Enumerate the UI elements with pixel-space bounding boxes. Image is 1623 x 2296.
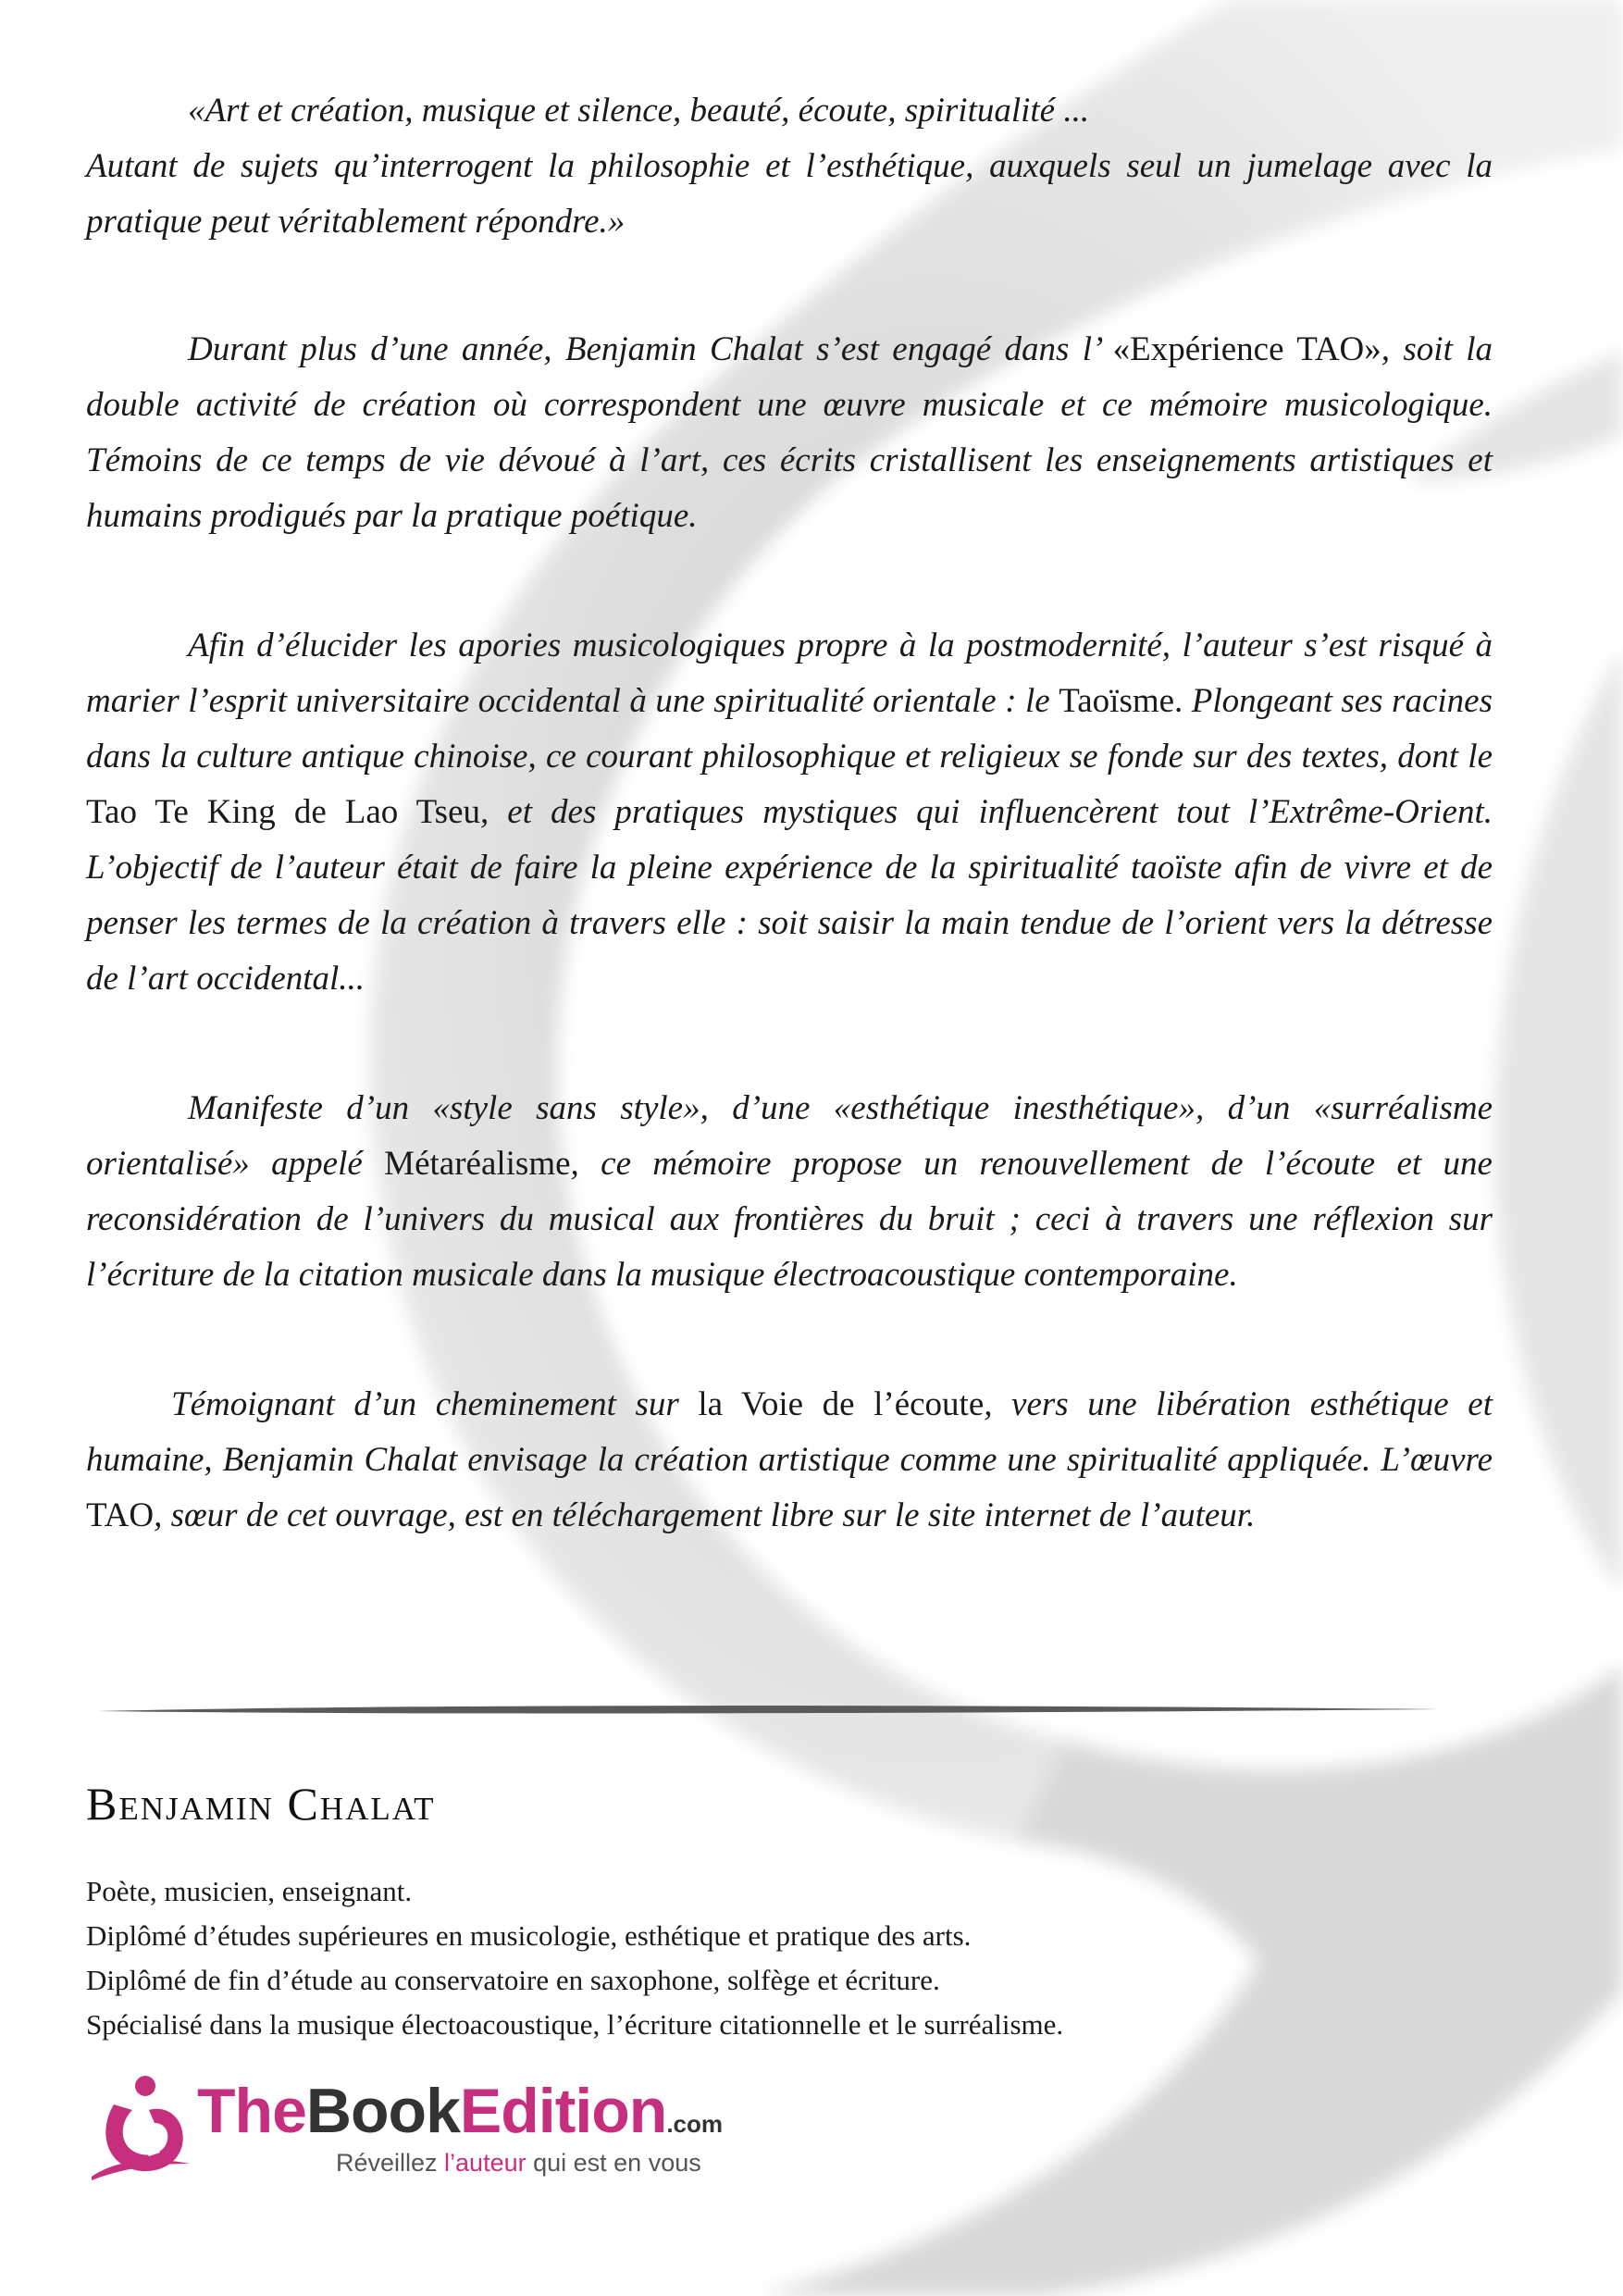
wordmark-the: The (197, 2076, 306, 2146)
bio-line: Poète, musicien, enseignant. (86, 1875, 413, 1907)
wordmark-edition: Edition (459, 2076, 667, 2146)
publisher-tagline (336, 2149, 701, 2178)
text-run: Afin d’élucider les apories musicologiques propre à la postmodernité, l’auteur s’est risqué à marier l’esprit universitaire occidental à une spiritualité orientale : le (86, 627, 1493, 720)
author-name: Benjamin Chalat (86, 1778, 436, 1830)
tagline-highlight: l’auteur (444, 2149, 527, 2177)
text-run: Manifeste d’un «style sans style», d’une «esthétique inesthétique», d’un «surréalisme orientalisé» appelé (86, 1089, 1493, 1183)
quote-line-2: Autant de sujets qu’interrogent la philosophie et l’esthétique, auxquels seul un jumelage avec la pratique peut véritablement répondre.» (86, 147, 1493, 241)
epigraph-quote (86, 83, 1493, 250)
text-run: , ce mémoire propose un renouvellement de l’écoute et une reconsidération de l’univers du musical aux frontières du bruit ; ceci à travers une réflexion sur l’écriture de la citation musicale dans la musique électroacoustique contemporaine. (86, 1145, 1493, 1294)
text-run: , vers une libération esthétique et humaine, Benjamin Chalat envisage la création artistique comme une spiritualité appliquée. L’œuvre (86, 1385, 1493, 1479)
publisher-logo-icon (88, 2067, 199, 2188)
paragraph-taoism (86, 618, 1493, 1007)
tagline-part: qui est en vous (526, 2149, 701, 2177)
text-run-roman: Tao Te King de Lao Tseu (86, 793, 481, 831)
text-run-roman: Métaréalisme (384, 1145, 571, 1183)
text-run: , soit la double activité de création où correspondent une œuvre musicale et ce mémoire musicologique. Témoins de ce temps de vie dévoué à l’art, ces écrits cristallisent les enseignements artistiques et humains prodigués par la pratique poétique. (86, 330, 1493, 535)
text-run: , et des pratiques mystiques qui influencèrent tout l’Extrême-Orient. L’objectif de l’auteur était de faire la pleine expérience de la spiritualité taoïste afin de vivre et de penser les termes de la création à travers elle : soit saisir la main tendue de l’orient vers la détresse de l’art occidental... (86, 793, 1493, 998)
text-run: Plongeant ses racines dans la culture antique chinoise, ce courant philosophique et religieux se fonde sur des textes, dont le (86, 682, 1493, 776)
text-run-roman: «Expérience TAO» (1112, 330, 1381, 368)
text-run: , sœur de cet ouvrage, est en téléchargement libre sur le site internet de l’auteur. (154, 1496, 1256, 1534)
text-run: Témoignant d’un cheminement sur (171, 1385, 699, 1423)
text-run-roman: Taoïsme. (1059, 682, 1183, 720)
tagline-part: Réveillez (336, 2149, 445, 2177)
paragraph-voie-ecoute (86, 1377, 1493, 1544)
quote-line-1: «Art et création, musique et silence, beauté, écoute, spiritualité ... (188, 92, 1090, 130)
paragraph-metarealisme (86, 1081, 1493, 1303)
author-bio (86, 1869, 1474, 2047)
wordmark-com: .com (666, 2110, 723, 2138)
back-cover-text (86, 83, 1493, 1618)
publisher-wordmark (197, 2075, 723, 2147)
bio-line: Diplômé d’études supérieures en musicologie, esthétique et pratique des arts. (86, 1919, 972, 1952)
text-run-roman: la Voie de l’écoute (698, 1385, 985, 1423)
text-run: Durant plus d’une année, Benjamin Chalat s’est engagé dans l’ (188, 330, 1113, 368)
bio-line: Diplômé de fin d’étude au conservatoire en saxophone, solfège et écriture. (86, 1964, 940, 1996)
text-run-roman: TAO (86, 1496, 155, 1534)
publisher-logo (88, 2067, 828, 2188)
paragraph-experience-tao (86, 322, 1493, 544)
bio-line: Spécialisé dans la musique électoacoustique, l’écriture citationnelle et le surréalisme. (86, 2008, 1064, 2041)
wordmark-book: Book (305, 2076, 460, 2146)
brush-divider (97, 1703, 1439, 1716)
